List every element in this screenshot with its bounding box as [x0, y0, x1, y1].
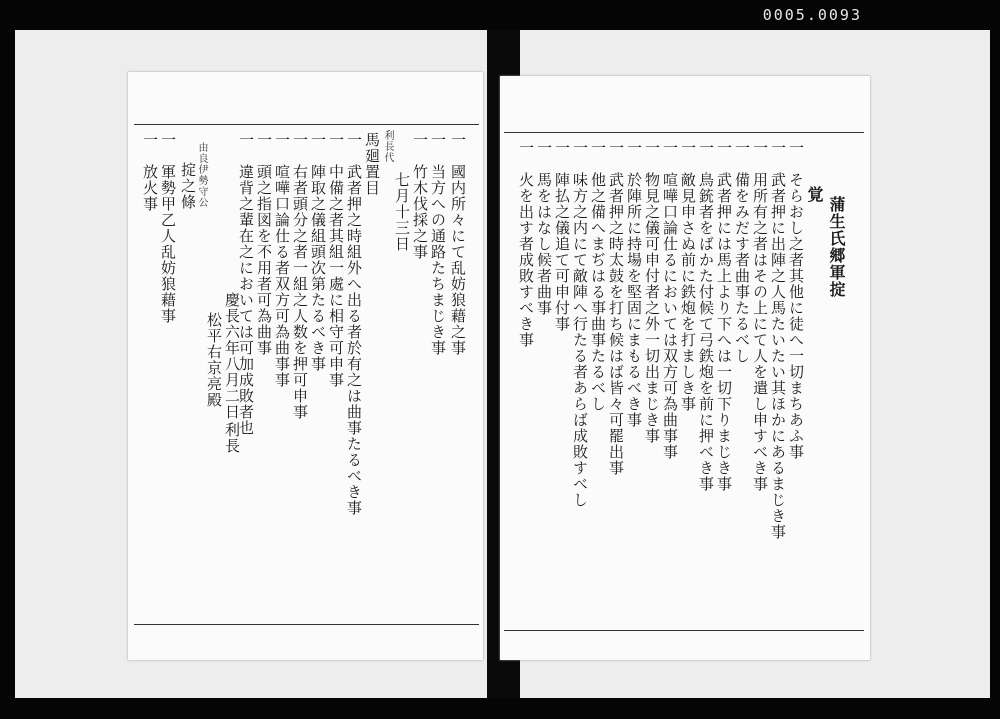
right-title: 蒲生氏郷軍掟 — [827, 196, 846, 298]
right-line-5: 一 武者押には馬上より下へは一切下りまじき事 — [715, 140, 733, 492]
right-line-1: 一 そらおし之者其他に徒へ一切まちあふ事 — [787, 140, 805, 460]
right-line-9: 一 物見之儀可申付者之外一切出まじき事 — [643, 140, 661, 444]
right-line-3: 一 用所有之者はその上にて人を遣し申すべき事 — [751, 140, 769, 492]
left-side-line-1: 一 軍勢甲乙人乱妨狼藉事 — [159, 132, 177, 324]
frame-number-label: 0005.0093 — [762, 6, 862, 24]
top-rule — [504, 132, 864, 133]
left-side-title: 掟之條 — [179, 162, 197, 210]
left-rule-5: 一 喧嘩口論仕る者双方可為曲事事 — [273, 132, 291, 388]
left-addressee: 松平右京亮殿 — [205, 312, 223, 408]
left-line-3: 一 竹木伐採之事 — [411, 132, 429, 260]
left-side-note: 由良伊勢守公 — [196, 142, 207, 208]
bottom-rule — [134, 624, 479, 625]
right-line-10: 一 於陣所に持場を堅固にまもるべき事 — [625, 140, 643, 428]
right-page — [500, 76, 870, 660]
right-line-8: 一 喧嘩口論仕るにおいては双方可為曲事事 — [661, 140, 679, 460]
left-line-2: 一 当方への通路たちまじき事 — [429, 132, 447, 356]
left-side-line-2: 一 放火事 — [141, 132, 159, 212]
right-line-11: 一 武者押之時太鼓を打ち候はば皆々可罷出事 — [607, 140, 625, 476]
left-signature: 利長 — [223, 422, 241, 454]
right-line-15: 一 馬をはなし候者曲事 — [535, 140, 553, 316]
right-line-12: 一 他之備へまぢはる事曲事たるべし — [589, 140, 607, 412]
right-line-13: 一 味方之内にて敵陣へ行たる者あらば成敗すべし — [571, 140, 589, 508]
left-rule-6: 一 頭之指図を不用者可為曲事 — [255, 132, 273, 356]
left-line-1: 一 國内所々にて乱妨狼藉之事 — [449, 132, 467, 356]
right-heading: 覚 — [805, 186, 824, 203]
left-rule-1: 一 武者押之時組外へ出る者於有之は曲事たるべき事 — [345, 132, 363, 516]
left-small-note: 利長代 — [382, 130, 393, 163]
left-date: 慶長六年八月二日 — [223, 292, 241, 420]
bottom-rule — [504, 630, 864, 631]
left-subtitle: 馬廻置目 — [363, 132, 381, 196]
right-line-6: 一 鳥銃者をばかた付候て弓鉄炮を前に押べき事 — [697, 140, 715, 492]
left-rule-4: 一 右者頭分之者一組之人数を押可申事 — [291, 132, 309, 420]
left-rule-2: 一 中備之者其組一處に相守可申事 — [327, 132, 345, 388]
left-rule-3: 一 陣取之儀組頭次第たるべき事 — [309, 132, 327, 372]
right-line-16: 一 火を出す者成敗すべき事 — [517, 140, 535, 348]
left-page — [128, 72, 483, 660]
right-line-2: 一 武者押に出陣之人馬たいたい其ほかにあるまじき事 — [769, 140, 787, 540]
right-line-7: 一 敵見申さぬ前に鉄炮を打ましき事 — [679, 140, 697, 412]
right-line-14: 一 陣払之儀追て可申付事 — [553, 140, 571, 332]
top-rule — [134, 124, 479, 125]
left-date-line: 七月十三日 — [393, 172, 411, 252]
left-rule-7: 一 違背之輩在之においては可加成敗者也 — [237, 132, 255, 436]
right-line-4: 一 備をみだす者曲事たるべし — [733, 140, 751, 364]
